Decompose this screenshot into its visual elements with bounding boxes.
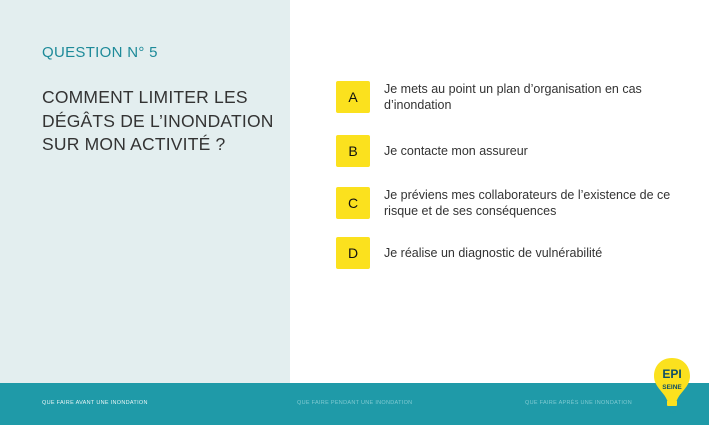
logo-text-seine: SEINE xyxy=(662,384,682,391)
footer-link-during[interactable]: QUE FAIRE PENDANT UNE INONDATION xyxy=(297,400,413,406)
footer-link-after[interactable]: QUE FAIRE APRÈS UNE INONDATION xyxy=(525,400,632,406)
answer-badge-a[interactable]: A xyxy=(336,81,370,113)
answer-text-a: Je mets au point un plan d’organisation en cas d’inondation xyxy=(384,82,642,112)
answer-text-c: Je préviens mes collaborateurs de l’existence de ce risque et de ses conséquences xyxy=(384,188,671,218)
left-panel xyxy=(0,0,290,383)
answer-option-a[interactable] xyxy=(336,81,696,113)
answer-text-d: Je réalise un diagnostic de vulnérabilité xyxy=(384,246,603,260)
answer-text-b: Je contacte mon assureur xyxy=(384,144,528,158)
answer-option-c[interactable] xyxy=(336,187,696,219)
answer-badge-d[interactable]: D xyxy=(336,237,370,269)
question-number: QUESTION N° 5 xyxy=(42,44,158,61)
answer-option-d[interactable] xyxy=(336,237,696,269)
answer-option-b[interactable] xyxy=(336,135,696,167)
logo-text-epi: EPI xyxy=(662,367,682,381)
answer-badge-b[interactable]: B xyxy=(336,135,370,167)
footer-nav xyxy=(0,383,709,425)
answer-badge-c[interactable]: C xyxy=(336,187,370,219)
epi-seine-logo-icon xyxy=(652,356,692,414)
footer-link-before[interactable]: QUE FAIRE AVANT UNE INONDATION xyxy=(42,400,148,406)
question-title: COMMENT LIMITER LES DÉGÂTS DE L’INONDATION SUR MON ACTIVITÉ ? xyxy=(42,87,274,154)
